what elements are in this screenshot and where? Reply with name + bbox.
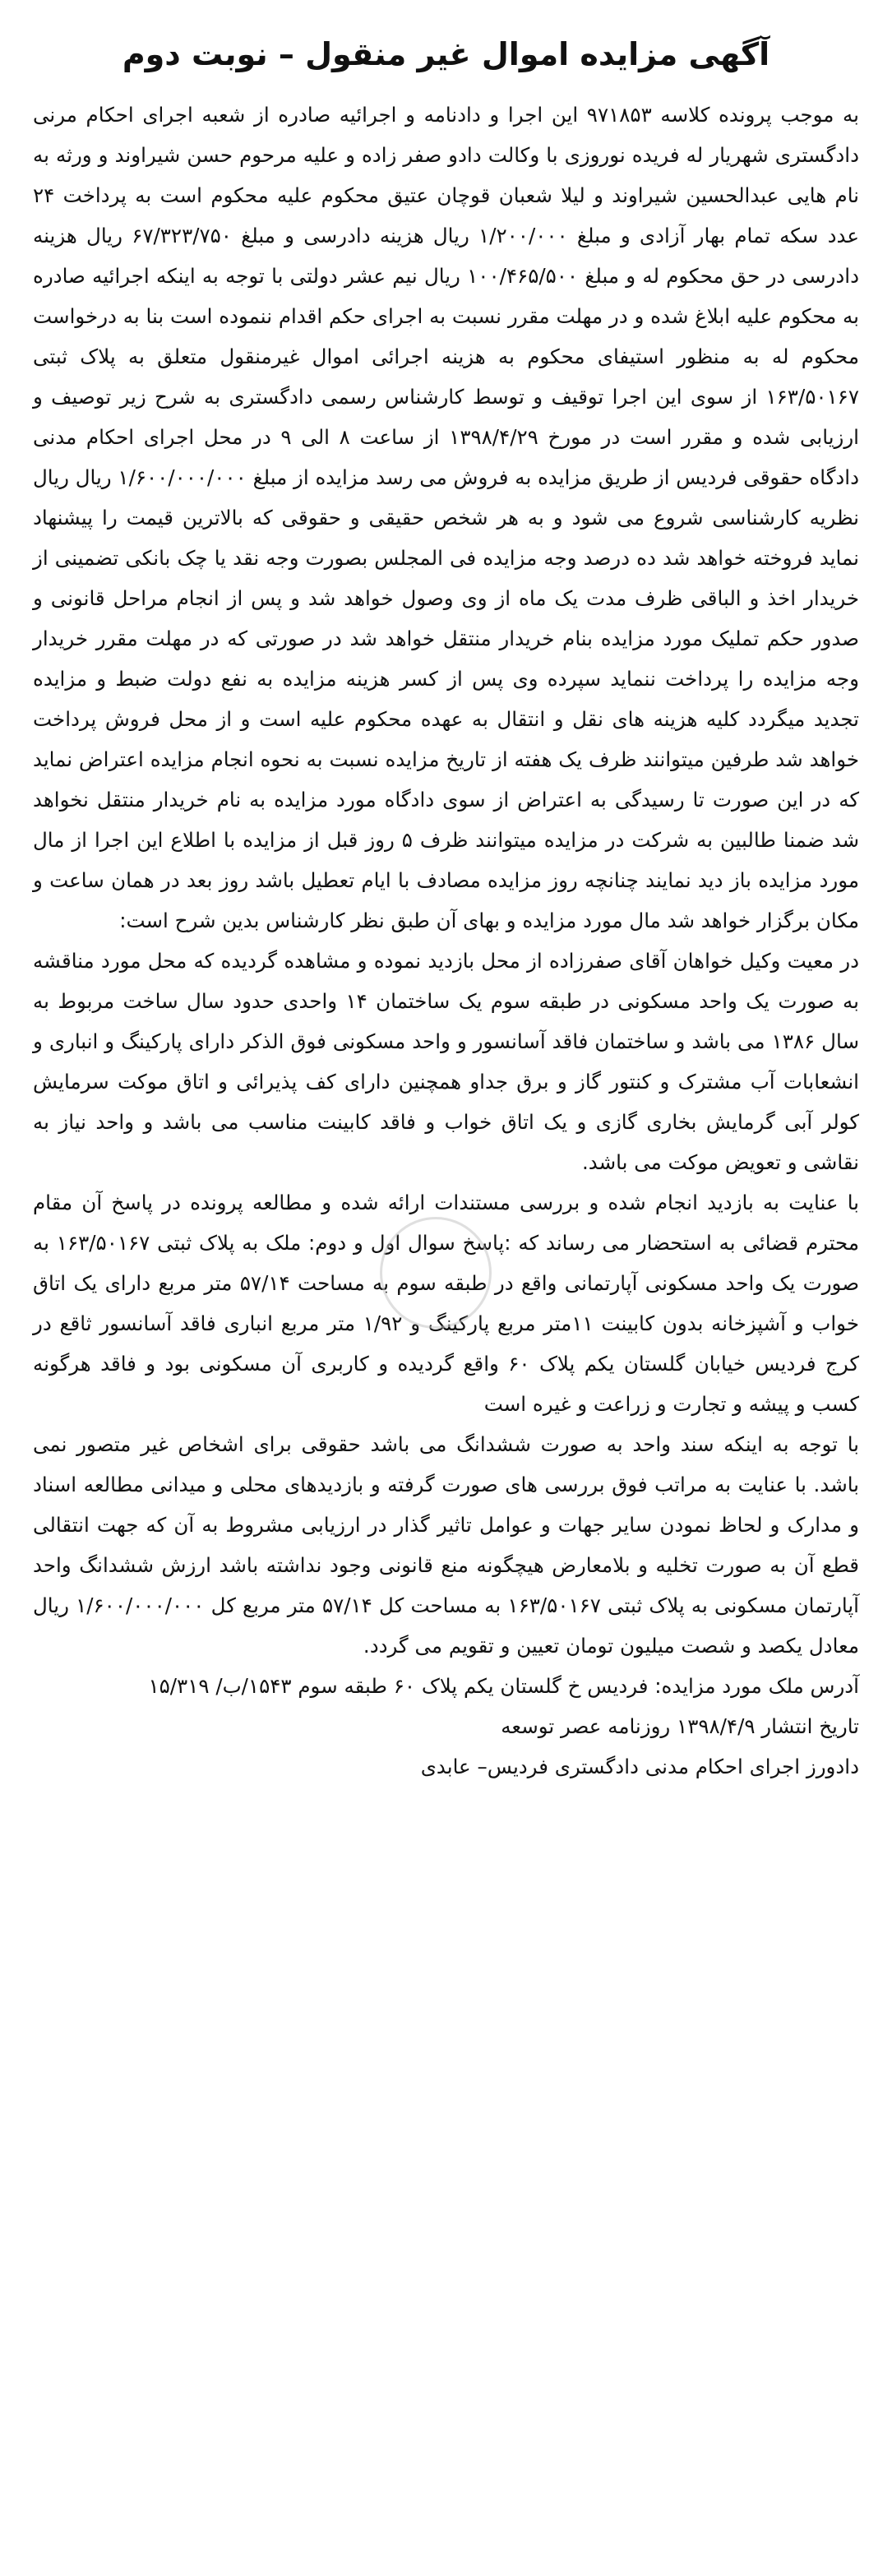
paragraph-expert-answer: با عنایت به بازدید انجام شده و بررسی مستندات ارائه شده و مطالعه پرونده در پاسخ آن مقام محترم قضائی به استحضار می رساند که :پاسخ سوال اول و دوم: ملک به پلاک ثبتی ۱۶۳/۵۰۱۶۷ به صورت یک واحد مسکونی آپارتمانی واقع در طبقه سوم به مساحت ۵۷/۱۴ متر مربع دارای یک اتاق خواب و آشپزخانه بدون کابینت ۱۱متر مربع پارکینگ و ۱/۹۲ متر مربع انباری فاقد آسانسور ثاقع در کرج فردیس خیابان گلستان یکم پلاک ۶۰ واقع گردیده و کاربری آن مسکونی بود و فاقد هرگونه کسب و پیشه و تجارت و زراعت و غیره است <box>33 1191 860 1417</box>
paragraph-valuation: با توجه به اینکه سند واحد به صورت ششدانگ می باشد حقوقی برای اشخاص غیر متصور نمی باشد. با عنایت به مراتب فوق بررسی های صورت گرفته و بازدیدهای محلی و میدانی مطالعه اسناد و مدارک و لحاظ نمودن سایر جهات و عوامل تاثیر گذار در ارزیابی مشروط به آن که جهت انتقالی قطع آن به صورت تخلیه و بلامعارض هیچگونه منع قانونی وجود نداشته باشد ارزش ششدانگ واحد آپارتمان مسکونی به پلاک ثبتی ۱۶۳/۵۰۱۶۷ به مساحت کل ۵۷/۱۴ متر مربع کل ۱/۶۰۰/۰۰۰/۰۰۰ ریال معادل یکصد و شصت میلیون تومان تعیین و تقویم می گردد. <box>33 1432 859 1658</box>
auction-notice <box>33 33 859 1787</box>
signature-line: دادورز اجرای احکام مدنی دادگستری فردیس– عابدی <box>420 1755 859 1779</box>
notice-title: آگهی مزایده اموال غیر منقول – نوبت دوم <box>122 36 770 72</box>
publish-date-line: تاریخ انتشار ۱۳۹۸/۴/۹ روزنامه عصر توسعه <box>501 1714 859 1739</box>
paragraph-address: آدرس ملک مورد مزایده: فردیس خ گلستان یکم پلاک ۶۰ طبقه سوم ۱۵۴۳/ب/ ۱۵/۳۱۹ <box>148 1674 859 1699</box>
paragraph-inspection: در معیت وکیل خواهان آقای صفرزاده از محل بازدید نموده و مشاهده گردیده که محل مورد مناقشه به صورت یک واحد مسکونی در طبقه سوم یک ساختمان ۱۴ واحدی حدود سال ساخت مربوط به سال ۱۳۸۶ می باشد و ساختمان فاقد آسانسور و واحد مسکونی فوق الذکر دارای پارکینگ و انباری و انشعابات آب مشترک و کنتور گاز و برق جداو همچنین دارای کف پذیرائی و اتاق موکت سرمایش کولر آبی گرمایش بخاری گازی و یک اتاق خواب و فاقد کابینت مناسب می باشد و واحد نیاز به نقاشی و تعویض موکت می باشد. <box>33 949 859 1175</box>
paragraph-intro: به موجب پرونده کلاسه ۹۷۱۸۵۳ این اجرا و دادنامه و اجرائیه صادره از شعبه اجرای احکام مرنی دادگستری شهریار له فریده نوروزی با وکالت دادو صفر زاده و علیه مرحوم حسن شیراوند و ورثه به نام هایی عبدالحسین شیراوند و لیلا شعبان قوچان عتیق محکوم علیه محکوم است به پرداخت ۲۴ عدد سکه تمام بهار آزادی و مبلغ ۱/۲۰۰/۰۰۰ ریال هزینه دادرسی و مبلغ ۶۷/۳۲۳/۷۵۰ ریال هزینه دادرسی در حق محکوم له و مبلغ ۱۰۰/۴۶۵/۵۰۰ ریال نیم عشر دولتی با توجه به اینکه اجرائیه صادره به محکوم علیه ابلاغ شده و در مهلت مقرر نسبت به اجرای حکم اقدام ننموده است بنا به درخواست محکوم له به منظور استیفای محکوم به هزینه اجرائی اموال غیرمنقول متعلق به پلاک ثبتی ۱۶۳/۵۰۱۶۷ از سوی این اجرا توقیف و توسط کارشناس رسمی دادگستری به شرح زیر توصیف و ارزیابی شده و مقرر است در مورخ ۱۳۹۸/۴/۲۹ از ساعت ۸ الی ۹ در محل اجرای احکام مدنی دادگاه حقوقی فردیس از طریق مزایده به فروش می رسد مزایده از مبلغ ۱/۶۰۰/۰۰۰/۰۰۰ ریال ریال نظریه کارشناسی شروع می شود و به هر شخص حقیقی و حقوقی که بالاترین قیمت را پیشنهاد نماید فروخته خواهد شد ده درصد وجه مزایده فی المجلس بصورت وجه نقد یا چک بانکی تضمینی از خریدار اخذ و الباقی ظرف مدت یک ماه از وی وصول خواهد شد و پس از انجام مراحل قانونی و صدور حکم تملیک مورد مزایده بنام خریدار منتقل خواهد شد در صورتی که در مهلت مقرر خریدار وجه مزایده را پرداخت ننماید سپرده وی پس از کسر هزینه مزایده به نفع دولت ضبط و مزایده تجدید میگردد کلیه هزینه های نقل و انتقال به عهده محکوم علیه است و از محل فروش پرداخت خواهد شد طرفین میتوانند ظرف یک هفته از تاریخ مزایده نسبت به نحوه انجام مزایده اعتراض نماید که در این صورت تا رسیدگی به اعتراض از سوی دادگاه مورد مزایده به نام خریدار منتقل نخواهد شد ضمنا طالبین به شرکت در مزایده میتوانند ظرف ۵ روز قبل از مزایده با اطلاع این اجرا از مال مورد مزایده باز دید نمایند چنانچه روز مزایده مصادف با ایام تعطیل باشد روز بعد در همان ساعت و مکان برگزار خواهد شد مال مورد مزایده و بهای آن طبق نظر کارشناس بدین شرح است: <box>33 103 859 933</box>
notice-body <box>33 95 859 1706</box>
